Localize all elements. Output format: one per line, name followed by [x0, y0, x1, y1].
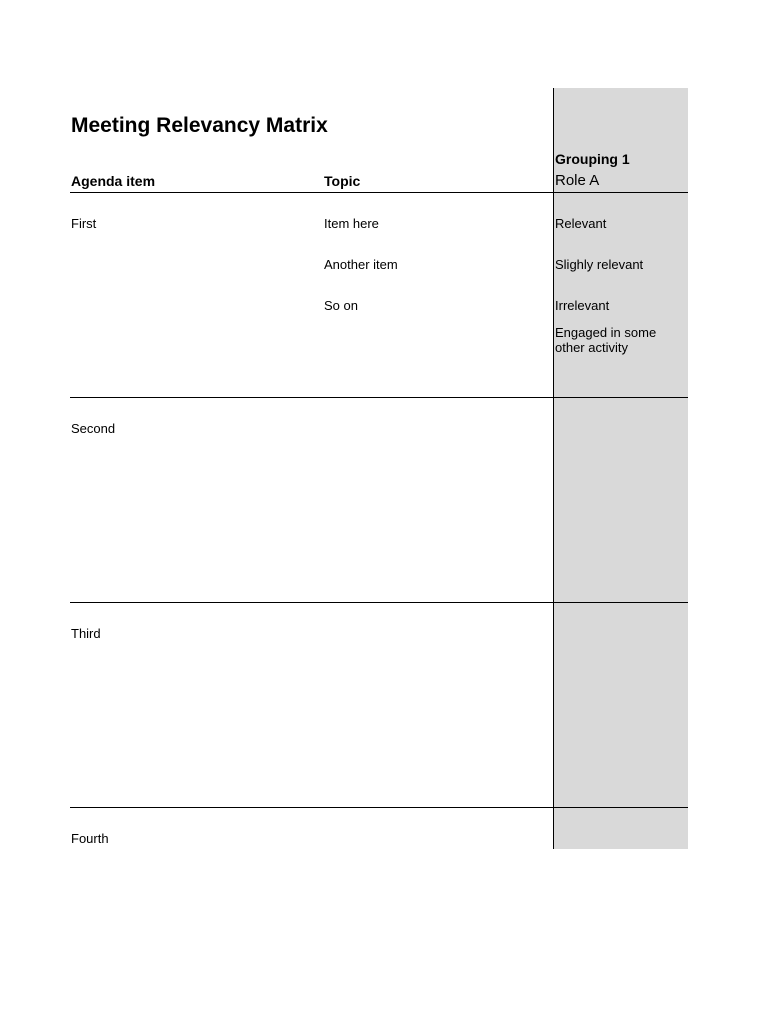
- topic-item: Item here: [324, 216, 379, 231]
- row-divider: [70, 807, 688, 808]
- topic-item: Another item: [324, 257, 398, 272]
- role-header: Role A: [555, 172, 600, 189]
- agenda-item-header: Agenda item: [71, 173, 156, 189]
- relevance-value: Slighly relevant: [555, 257, 644, 272]
- row-divider: [70, 397, 688, 398]
- agenda-item-second: Second: [71, 421, 116, 436]
- page-title: Meeting Relevancy Matrix: [71, 114, 328, 137]
- header-divider: [70, 192, 688, 193]
- relevance-value: Engaged in some other activity: [555, 325, 657, 355]
- relevance-value: Relevant: [555, 216, 607, 231]
- role-column-background: [554, 88, 688, 849]
- agenda-item-third: Third: [71, 626, 101, 641]
- relevance-value: Irrelevant: [555, 298, 610, 313]
- topic-item: So on: [324, 298, 358, 313]
- grouping-header: Grouping 1: [555, 151, 630, 167]
- topic-header: Topic: [324, 173, 361, 189]
- agenda-item-first: First: [71, 216, 97, 231]
- agenda-item-fourth: Fourth: [71, 831, 109, 846]
- column-divider: [553, 88, 554, 849]
- row-divider: [70, 602, 688, 603]
